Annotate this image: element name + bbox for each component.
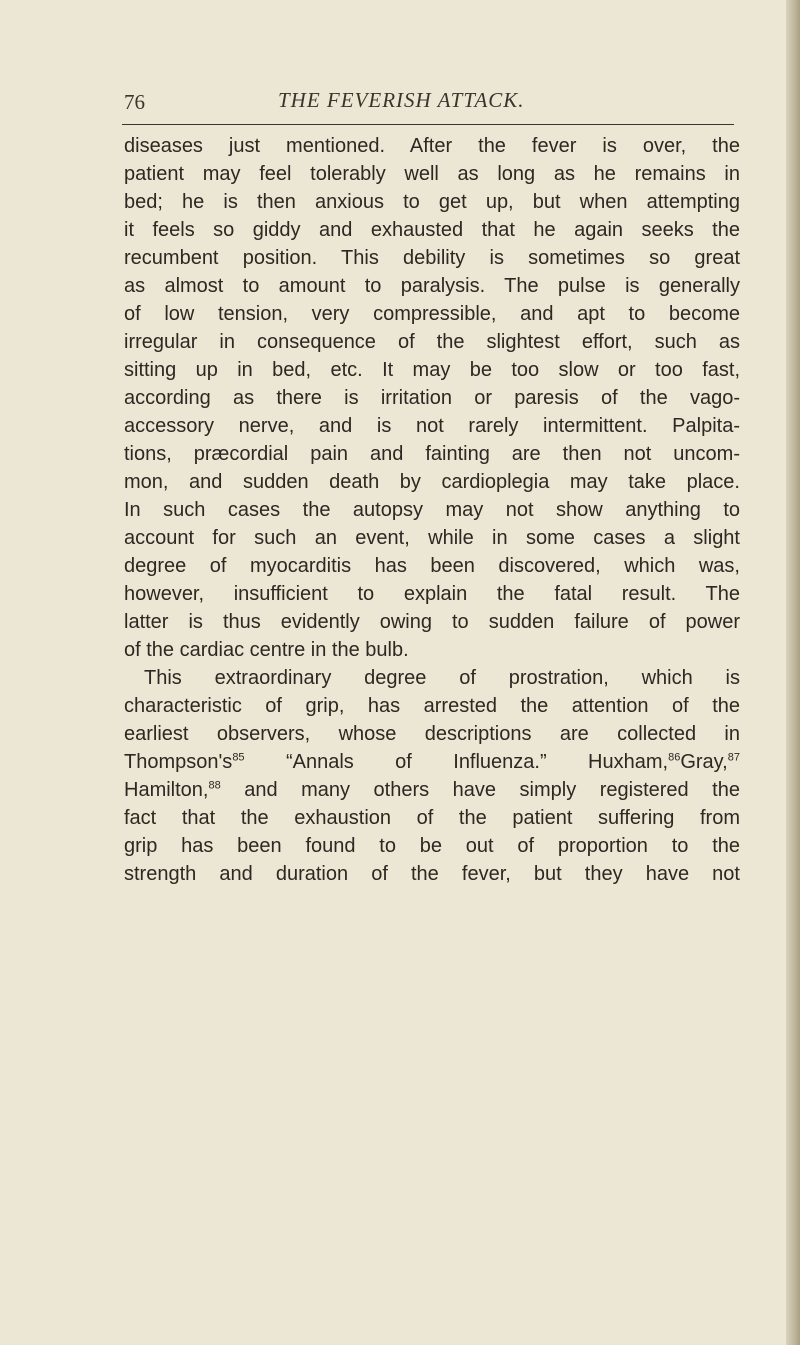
text-line: patient may feel tolerably well as long as he remains in [124,163,740,185]
footnote-ref: 88 [208,779,221,792]
paragraph-2 [124,664,740,888]
text-line: diseases just mentioned. After the fever is over, the [124,135,740,157]
text-line: In such cases the autopsy may not show anything to [124,499,740,521]
citation-text: Gray, [680,751,728,773]
text-line: latter is thus evidently owing to sudden failure of power [124,611,740,633]
text-line: mon, and sudden death by cardioplegia may take place. [124,471,740,493]
text-line: characteristic of grip, has arrested the attention of the [124,695,740,717]
text-line-with-refs [124,776,740,804]
citation-text: and many others have simply registered the [220,779,740,801]
citation-text: Thompson's [124,751,233,773]
text-line-with-refs [124,748,740,776]
text-line: earliest observers, whose descriptions are collected in [124,723,740,745]
footnote-ref: 86 [668,751,681,764]
citation-text: Hamilton, [124,779,209,801]
text-line: recumbent position. This debility is sometimes so great [124,247,740,269]
running-head [124,88,744,122]
text-line: it feels so giddy and exhausted that he again seeks the [124,219,740,241]
page-edge [786,0,800,1345]
paragraph-1 [124,132,740,664]
text-line: strength and duration of the fever, but they have not [124,863,740,885]
footnote-ref: 85 [232,751,245,764]
text-line: accessory nerve, and is not rarely intermittent. Palpita- [124,415,740,437]
citation-text: “Annals of Influenza.” Huxham, [244,751,669,773]
text-line: irregular in consequence of the slightest effort, such as [124,331,740,353]
text-line: tions, præcordial pain and fainting are then not uncom- [124,443,740,465]
header-rule [122,124,734,125]
footnote-ref: 87 [727,751,740,764]
text-line: This extraordinary degree of prostration, which is [144,667,740,689]
text-line: account for such an event, while in some cases a slight [124,527,740,549]
text-line: of low tension, very compressible, and apt to become [124,303,740,325]
text-line: however, insufficient to explain the fatal result. The [124,583,740,605]
text-line: grip has been found to be out of proportion to the [124,835,740,857]
text-line: of the cardiac centre in the bulb. [124,639,409,661]
text-line: bed; he is then anxious to get up, but when attempting [124,191,740,213]
running-title: THE FEVERISH ATTACK. [278,88,525,112]
text-line: degree of myocarditis has been discovered, which was, [124,555,740,577]
body-text [124,132,740,888]
text-line: fact that the exhaustion of the patient suffering from [124,807,740,829]
text-line: as almost to amount to paralysis. The pulse is generally [124,275,740,297]
text-line: according as there is irritation or paresis of the vago- [124,387,740,409]
text-line: sitting up in bed, etc. It may be too slow or too fast, [124,359,740,381]
page-number: 76 [124,90,145,114]
